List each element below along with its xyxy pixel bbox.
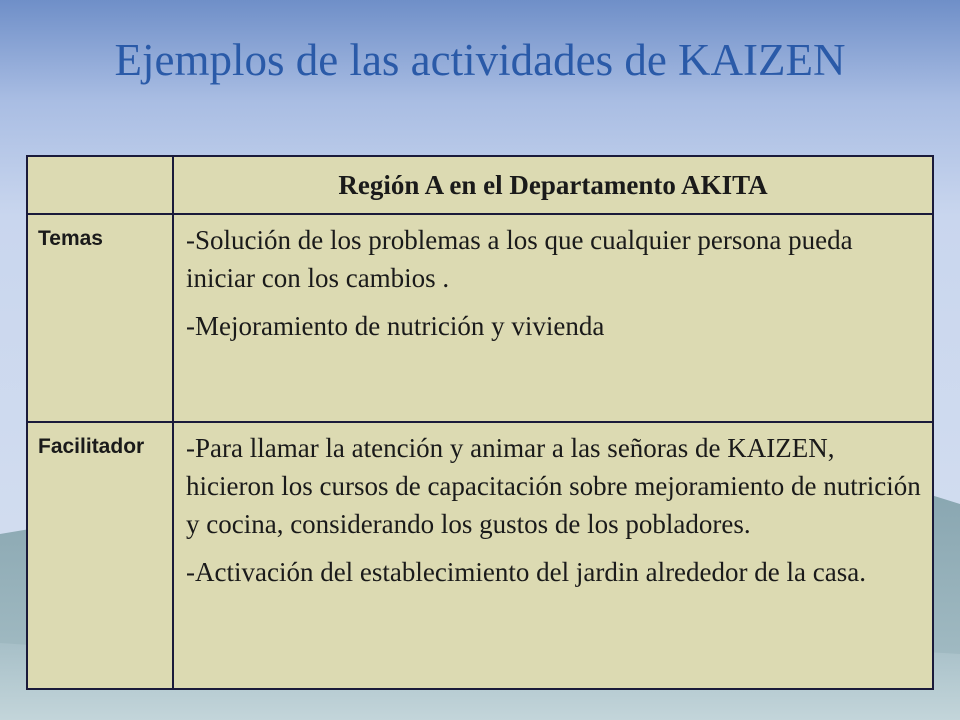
row-label-temas: Temas (27, 214, 173, 422)
table-row-temas (27, 214, 933, 422)
table-corner-cell (27, 156, 173, 214)
table-row-facilitador (27, 422, 933, 689)
row-label-facilitador: Facilitador (27, 422, 173, 689)
temas-item-1: -Solución de los problemas a los que cualquier persona pueda iniciar con los cambios . (186, 225, 853, 293)
temas-item-2: -Mejoramiento de nutrición y vivienda (186, 311, 605, 341)
facilitador-item-1: -Para llamar la atención y animar a las señoras de KAIZEN, hicieron los cursos de capacitación sobre mejoramiento de nutrición y cocina, considerando los gustos de los pobladores. (186, 432, 921, 539)
table-header-row (27, 156, 933, 214)
facilitador-item-2: -Activación del establecimiento del jardin alrededor de la casa. (186, 556, 866, 587)
row-content-facilitador (173, 422, 933, 689)
row-content-temas (173, 214, 933, 422)
table-header-region: Región A en el Departamento AKITA (173, 156, 933, 214)
kaizen-activities-table (26, 155, 934, 690)
slide-title: Ejemplos de las actividades de KAIZEN (114, 35, 846, 85)
